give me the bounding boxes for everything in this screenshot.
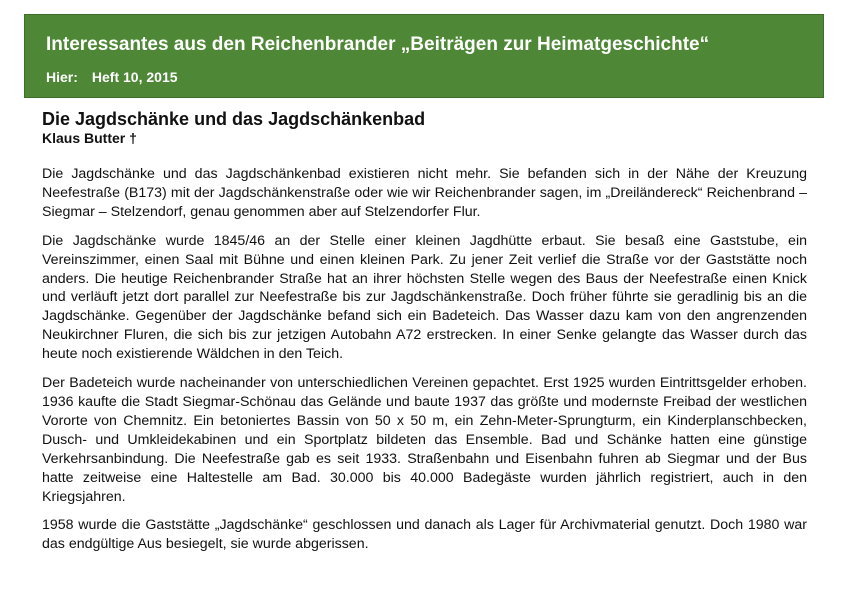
banner-source-line xyxy=(46,69,178,85)
article-paragraph-2: Die Jagdschänke wurde 1845/46 an der Stelle einer kleinen Jagdhütte erbaut. Sie besaß eine Gaststube, ein Vereinszimmer, einen Saal mit Bühne und einen kleinen Park. Zu jener Zeit verlief die Straße vor der Gaststätte noch anders. Die heutige Reichenbrander Straße hat an ihrer höchsten Stelle wegen des Baus der Neefestraße einen Knick und verläuft jetzt dort parallel zur Neefestraße bis zur Jagdschänkenstraße. Doch früher führte sie geradlinig bis an die Jagdschänke. Gegenüber der Jagdschänke befand sich ein Badeteich. Das Wasser dazu kam von den angrenzenden Neukirchner Fluren, die sich bis zur jetzigen Autobahn A72 erstrecken. In einer Senke gelangte das Wasser durch das heute noch existierende Wäldchen in den Teich. xyxy=(42,232,807,363)
article xyxy=(42,108,807,564)
article-paragraph-4: 1958 wurde die Gaststätte „Jagdschänke“ geschlossen und danach als Lager für Archivmaterial genutzt. Doch 1980 war das endgültige Aus besiegelt, sie wurde abgerissen. xyxy=(42,517,807,553)
article-title: Die Jagdschänke und das Jagdschänkenbad xyxy=(42,109,426,129)
source-label: Hier: xyxy=(46,69,78,85)
article-paragraph-3: Der Badeteich wurde nacheinander von unterschiedlichen Vereinen gepachtet. Erst 1925 wurden Eintrittsgelder erhoben. 1936 kaufte die Stadt Siegmar-Schönau das Gelände und baute 1937 das größte und modernste Freibad der westlichen Vororte von Chemnitz. Ein betoniertes Bassin von 50 x 50 m, ein Zehn-Meter-Sprungturm, ein Kinderplanschbecken, Dusch- und Umkleidekabinen und ein Sportplatz bildeten das Ensemble. Bad und Schänke hatten eine günstige Verkehrsanbindung. Die Neefestraße gab es seit 1933. Straßenbahn und Eisenbahn fuhren ab Siegmar und der Bus hatte zeitweise eine Haltestelle am Bad. 30.000 bis 40.000 Badegäste wurden jährlich registriert, auch in den Kriegsjahren. xyxy=(42,375,807,505)
article-paragraph-1: Die Jagdschänke und das Jagdschänkenbad existieren nicht mehr. Sie befanden sich in der Nähe der Kreuzung Neefestraße (B173) mit der Jagdschänkenstraße oder wie wir Reichenbrander sagen, im „Dreiländereck“ Reichenbrand – Siegmar – Stelzendorf, genau genommen aber auf Stelzendorfer Flur. xyxy=(42,166,807,220)
article-author: Klaus Butter † xyxy=(42,130,137,146)
banner-title: Interessantes aus den Reichenbrander „Beiträgen zur Heimatgeschichte“ xyxy=(46,34,710,55)
header-banner xyxy=(24,14,824,98)
source-value: Heft 10, 2015 xyxy=(91,69,178,85)
